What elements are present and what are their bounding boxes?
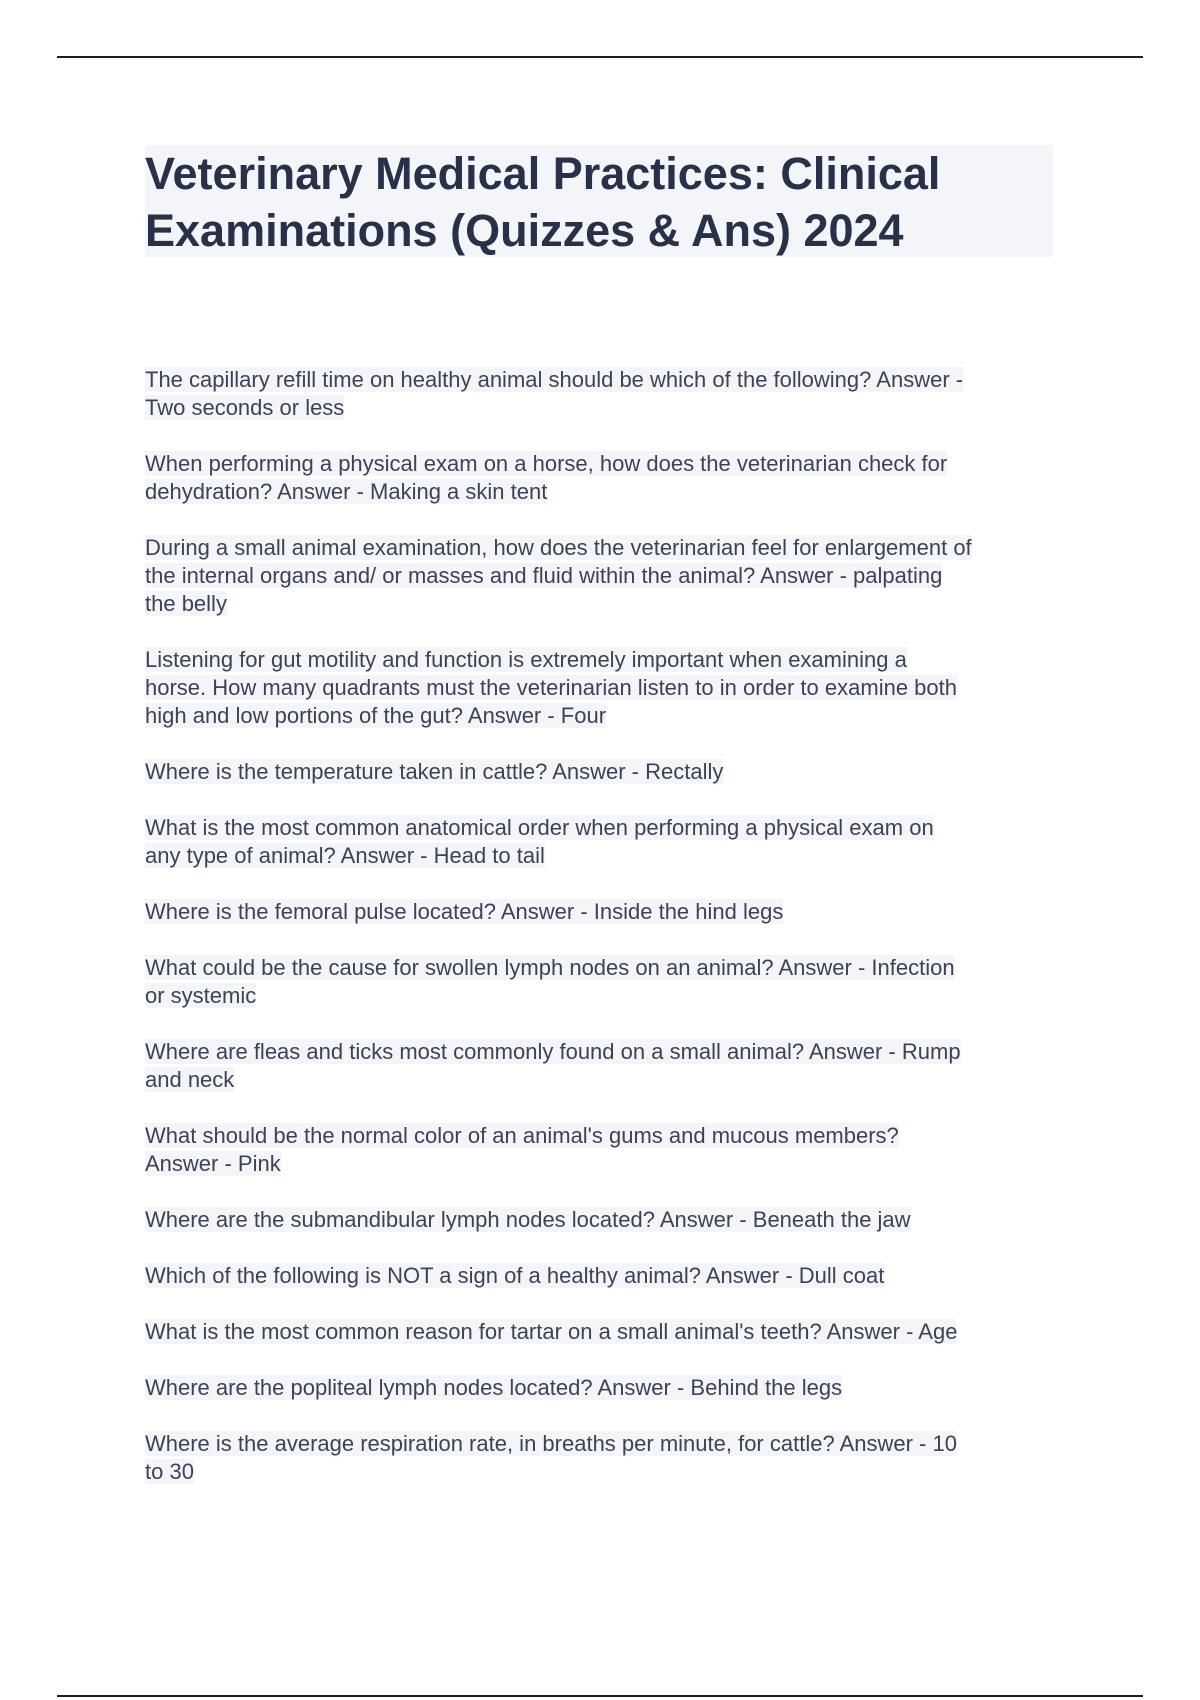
qa-item [145,366,1075,422]
qa-item [145,1122,1075,1178]
title-block [145,145,1053,257]
qa-text: Where is the average respiration rate, in breaths per minute, for cattle? Answer - 10 to 30 [145,1431,957,1484]
qa-item [145,1262,1075,1290]
qa-text: Where is the temperature taken in cattle? Answer - Rectally [145,759,724,784]
top-rule [57,56,1143,58]
qa-item [145,898,1075,926]
qa-list [145,366,1075,1514]
qa-text: What could be the cause for swollen lymph nodes on an animal? Answer - Infection or systemic [145,955,955,1008]
qa-text: The capillary refill time on healthy animal should be which of the following? Answer - Two seconds or less [145,367,964,420]
qa-item [145,1430,1075,1486]
qa-text: What should be the normal color of an animal's gums and mucous members? Answer - Pink [145,1123,899,1176]
qa-item [145,1206,1075,1234]
qa-text: Where is the femoral pulse located? Answer - Inside the hind legs [145,899,784,924]
bottom-rule [57,1695,1143,1697]
qa-text: Which of the following is NOT a sign of a healthy animal? Answer - Dull coat [145,1263,885,1288]
qa-text: Where are fleas and ticks most commonly found on a small animal? Answer - Rump and neck [145,1039,961,1092]
qa-item [145,646,1075,730]
qa-text: What is the most common anatomical order when performing a physical exam on any type of animal? Answer - Head to tail [145,815,934,868]
qa-item [145,450,1075,506]
qa-text: When performing a physical exam on a horse, how does the veterinarian check for dehydration? Answer - Making a skin tent [145,451,948,504]
qa-item [145,1374,1075,1402]
qa-item [145,1038,1075,1094]
qa-item [145,954,1075,1010]
qa-text: Where are the popliteal lymph nodes located? Answer - Behind the legs [145,1375,843,1400]
qa-text: Listening for gut motility and function is extremely important when examining a horse. How many quadrants must the veterinarian listen to in order to examine both high and low portions of the gut? Answer - Four [145,647,957,728]
qa-item [145,758,1075,786]
qa-text: During a small animal examination, how does the veterinarian feel for enlargement of the internal organs and/ or masses and fluid within the animal? Answer - palpating the belly [145,535,972,616]
document-title: Veterinary Medical Practices: Clinical Examinations (Quizzes & Ans) 2024 [145,148,941,256]
qa-text: What is the most common reason for tartar on a small animal's teeth? Answer - Age [145,1319,958,1344]
qa-text: Where are the submandibular lymph nodes located? Answer - Beneath the jaw [145,1207,911,1232]
qa-item [145,534,1075,618]
qa-item [145,1318,1075,1346]
qa-item [145,814,1075,870]
